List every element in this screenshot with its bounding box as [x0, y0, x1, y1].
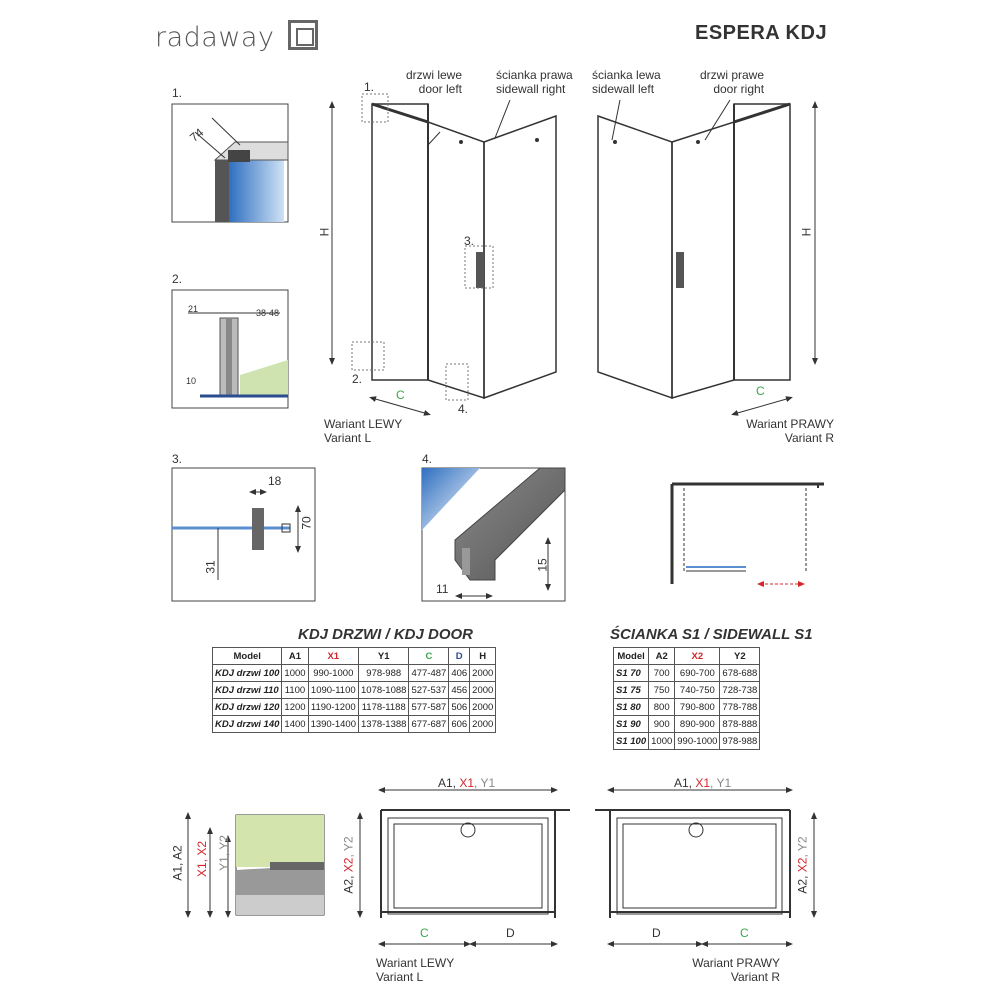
- table-row: [614, 699, 760, 716]
- table-cell: 2000: [470, 699, 496, 716]
- plan-right: [595, 790, 814, 944]
- plan-right-top-y: , Y1: [710, 776, 732, 790]
- plan-left-side-dim: [342, 836, 356, 893]
- brand-logo-text: radaway: [155, 22, 275, 53]
- detail-1-number: 1.: [172, 86, 183, 100]
- left-door-label-pl: drzwi lewe: [406, 68, 463, 82]
- left-variant-en: Variant L: [324, 431, 372, 445]
- callout-3: 3.: [464, 234, 475, 248]
- table-cell: S1 90: [614, 716, 649, 733]
- table-cell: 728-738: [720, 682, 760, 699]
- plan-left-d: D: [506, 926, 515, 940]
- plan-right-variant-en: Variant R: [730, 970, 780, 984]
- table-cell: 740-750: [675, 682, 720, 699]
- table-cell: 978-988: [720, 733, 760, 750]
- table-cell: 700: [649, 665, 675, 682]
- left-door-label-en: door left: [418, 82, 463, 96]
- table-cell: 527-537: [409, 682, 449, 699]
- table-cell: 750: [649, 682, 675, 699]
- detail-2-dim-b: 38-48: [256, 308, 280, 318]
- detail-1: [172, 104, 288, 222]
- table-header: A1: [282, 648, 308, 665]
- table-cell: KDJ drzwi 100: [213, 665, 282, 682]
- plan-left-top-x: X1: [459, 776, 475, 790]
- table-cell: 1000: [282, 665, 308, 682]
- table-cell: 506: [449, 699, 470, 716]
- left-variant-pl: Wariant LEWY: [324, 417, 403, 431]
- right-variant-en: Variant R: [784, 431, 834, 445]
- detail-4-dim-b: 11: [436, 582, 449, 596]
- left-wall-label-pl: ścianka lewa: [592, 68, 661, 82]
- table-cell: 1100: [282, 682, 308, 699]
- table-cell: 1378-1388: [359, 716, 409, 733]
- plan-right-side-y: , Y2: [795, 836, 810, 858]
- table-row: [614, 665, 760, 682]
- detail-1-dim: 74: [187, 125, 207, 145]
- plan-right-top-a: A1,: [674, 776, 696, 790]
- table-header: H: [470, 648, 496, 665]
- table-cell: 1178-1188: [359, 699, 409, 716]
- detail-4-number: 4.: [422, 452, 433, 466]
- callout-2: 2.: [352, 372, 363, 386]
- section-label-y: Y1, Y2: [216, 835, 231, 871]
- right-door-label: [700, 68, 764, 96]
- table-cell: 990-1000: [675, 733, 720, 750]
- table-cell: S1 80: [614, 699, 649, 716]
- left-elevation: [332, 94, 556, 414]
- plan-right-variant: [680, 956, 780, 984]
- table-cell: 978-988: [359, 665, 409, 682]
- plan-right-variant-pl: Wariant PRAWY: [692, 956, 780, 970]
- left-c-label: C: [396, 388, 405, 402]
- table-cell: 606: [449, 716, 470, 733]
- table-cell: 1390-1400: [308, 716, 358, 733]
- plan-right-top-x: X1: [695, 776, 711, 790]
- left-variant-label: [324, 417, 402, 445]
- page-title: ESPERA KDJ: [695, 22, 828, 44]
- right-variant-pl: Wariant PRAWY: [746, 417, 834, 431]
- table-cell: 577-587: [409, 699, 449, 716]
- table-row: [614, 733, 760, 750]
- detail-3: [172, 468, 315, 601]
- plan-right-c: C: [740, 926, 749, 940]
- door-table: [212, 647, 496, 733]
- table-cell: 678-688: [720, 665, 760, 682]
- detail-3-dim-c: 31: [203, 560, 218, 574]
- table-cell: 406: [449, 665, 470, 682]
- detail-3-dim-a: 18: [268, 474, 282, 488]
- table-cell: 477-487: [409, 665, 449, 682]
- right-door-label-pl: drzwi prawe: [700, 68, 765, 82]
- plan-left-side-y: , Y2: [341, 836, 356, 858]
- detail-2-number: 2.: [172, 272, 183, 286]
- table-cell: S1 70: [614, 665, 649, 682]
- plan-right-side-dim: [796, 836, 810, 893]
- table-cell: 2000: [470, 682, 496, 699]
- left-h-label: H: [317, 227, 332, 237]
- detail-3-number: 3.: [172, 452, 183, 466]
- table-row: [614, 716, 760, 733]
- plan-left-variant: [376, 956, 454, 984]
- detail-2-dim-c: 10: [186, 376, 197, 386]
- plan-icon: [672, 484, 824, 584]
- table-header: D: [449, 648, 470, 665]
- table-cell: 1190-1200: [308, 699, 358, 716]
- plan-left: [360, 790, 570, 944]
- plan-right-side-a: A2,: [795, 872, 810, 894]
- table-cell: 1000: [649, 733, 675, 750]
- table-row: [213, 682, 496, 699]
- table-header: Y1: [359, 648, 409, 665]
- table-cell: 790-800: [675, 699, 720, 716]
- table-cell: KDJ drzwi 140: [213, 716, 282, 733]
- table-cell: KDJ drzwi 110: [213, 682, 282, 699]
- detail-4-dim-a: 15: [535, 558, 550, 572]
- right-variant-label: [742, 417, 834, 445]
- table-cell: 456: [449, 682, 470, 699]
- table-header: X1: [308, 648, 358, 665]
- table-cell: 878-888: [720, 716, 760, 733]
- right-elevation: [598, 100, 815, 414]
- plan-right-d: D: [652, 926, 661, 940]
- table-cell: 1200: [282, 699, 308, 716]
- right-door-label-en: door right: [713, 82, 765, 96]
- table-cell: KDJ drzwi 120: [213, 699, 282, 716]
- plan-left-top-a: A1,: [438, 776, 460, 790]
- detail-3-dim-b: 70: [299, 516, 314, 530]
- wall-table: [613, 647, 760, 750]
- right-c-label: C: [756, 384, 765, 398]
- table-cell: S1 75: [614, 682, 649, 699]
- table-cell: 677-687: [409, 716, 449, 733]
- left-wall-label-en: sidewall left: [592, 82, 655, 96]
- table-header: A2: [649, 648, 675, 665]
- table-cell: S1 100: [614, 733, 649, 750]
- table-cell: 778-788: [720, 699, 760, 716]
- table-cell: 990-1000: [308, 665, 358, 682]
- table-row: [614, 682, 760, 699]
- plan-left-variant-en: Variant L: [376, 970, 424, 984]
- table-row: [213, 665, 496, 682]
- table-cell: 890-900: [675, 716, 720, 733]
- callout-4: 4.: [458, 402, 469, 416]
- table-cell: 690-700: [675, 665, 720, 682]
- right-wall-label-pl: ścianka prawa: [496, 68, 573, 82]
- table-cell: 1078-1088: [359, 682, 409, 699]
- wall-table-title: ŚCIANKA S1 / SIDEWALL S1: [610, 626, 813, 643]
- plan-right-side-x: X2: [795, 857, 810, 873]
- table-header: C: [409, 648, 449, 665]
- left-door-label: [406, 68, 462, 96]
- detail-2-dim-a: 21: [188, 304, 199, 314]
- table-row: [213, 699, 496, 716]
- table-cell: 900: [649, 716, 675, 733]
- table-cell: 800: [649, 699, 675, 716]
- table-header: X2: [675, 648, 720, 665]
- left-wall-label: [592, 68, 661, 96]
- section-label-x: X1, X2: [195, 840, 210, 878]
- plan-left-side-a: A2,: [341, 872, 356, 894]
- table-header: Model: [213, 648, 282, 665]
- right-h-label: H: [799, 227, 814, 237]
- table-cell: 1090-1100: [308, 682, 358, 699]
- right-wall-label: [496, 68, 573, 96]
- plan-left-top-dim: [438, 776, 495, 790]
- table-header: Y2: [720, 648, 760, 665]
- table-cell: 2000: [470, 716, 496, 733]
- plan-left-side-x: X2: [341, 857, 356, 873]
- table-row: [213, 716, 496, 733]
- callout-1: 1.: [364, 80, 375, 94]
- table-header: Model: [614, 648, 649, 665]
- plan-left-c: C: [420, 926, 429, 940]
- section-label-a: A1, A2: [170, 845, 185, 881]
- plan-right-top-dim: [674, 776, 731, 790]
- table-cell: 1400: [282, 716, 308, 733]
- right-wall-label-en: sidewall right: [496, 82, 566, 96]
- table-cell: 2000: [470, 665, 496, 682]
- door-table-title: KDJ DRZWI / KDJ DOOR: [298, 626, 474, 643]
- plan-left-top-y: , Y1: [474, 776, 496, 790]
- plan-left-variant-pl: Wariant LEWY: [376, 956, 455, 970]
